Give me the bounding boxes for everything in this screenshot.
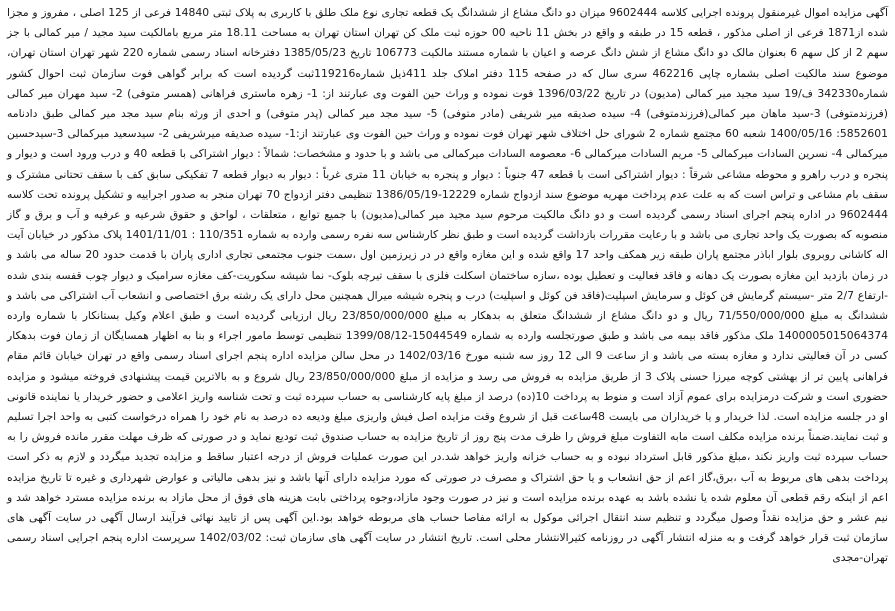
auction-notice-text: آگهی مزایده اموال غیرمنقول پرونده اجرایی کلاسه 9602444 میزان دو دانگ مشاع از ششدانگ یک قطعه تجاری نوع ملک طلق با کاربری به پلاک ثبتی 14840 فرعی از 125 اصلی ، مفروز و مجزا شده از1871 فرعی از اصلی مذکور ، قطعه 15 در طبقه و واقع در بخش 11 ناحیه 00 حوزه ثبت ملک کن تهران استان تهران به مساحت 18.11 متر مربع بامالکیت سید مجید / میر کمالی با جز سهم 2 از کل سهم 6 بعنوان مالک دو دانگ مشاع از شش دانگ عرصه و اعیان با شماره مستند مالکیت 106773 تاریخ 1385/05/23 دفترخانه اسناد رسمی شماره 220 شهر تهران استان تهران، موضوع سند مالکیت اصلی بشماره چاپی 462216 سری سال که در صفحه 115 دفتر املاک جلد 411ذیل شماره119216ثبت گردیده است که برابر گواهی فوت سازمان ثبت احوال کشور شماره342330 ف/19 سید مجید میر کمالی (مدیون) در تاریخ 1396/03/22 فوت نموده و وراث حین الفوت وی عبارتند از: 1- زهره ماستری فراهانی (همسر متوفی) 2- سید مهران میر کمالی (فرزندمتوفی) 3-سید ماهان میر کمالی(فرزندمتوفی) 4- سیده صدیقه میر شریفی (مادر متوفی) 5- سید مجد میر کمالی (پدر متوفی) و احدی از ورثه بنام سید مجد میر کمالی طبق دادنامه 5852601: 1400/05/16 شعبه 60 مجتمع شماره 2 شورای حل اختلاف شهر تهران فوت نموده و وراث حین الفوت وی عبارتند از:1- سیده صدیقه میرشریفی 2- سیدسعید میرکمالی 3-سیدحسین میرکمالی 4- نسرین السادات میرکمالی 5- مریم السادات میرکمالی 6- معصومه السادات میرکمالی می باشد و با حدود و مشخصات: شمالاً : دیوار اشتراکی با قطعه 40 و درب ورود است و دیوار و پنجره و درب راهرو و محوطه مشاعی شرقاً : دیوار اشتراکی است با قطعه 47 جنوباً : دیوار و پنجره به خیابان 11 متری غرباً : دیوار به دیوار قطعه 7 تفکیکی سابق کف با سقف تحتانی مشترک و سقف بام مشاعی و تراس است که به علت عدم پرداخت مهریه موضوع سند ازدواج شماره 12229-1386/05/19 تنظیمی دفتر ازدواج 70 تهران منجر به صدور اجراییه و تشکیل پرونده تحت کلاسه 9602444 در اداره پنجم اجرای اسناد رسمی گردیده است و دو دانگ مالکیت مرحوم سید مجید میر کمالی(مدیون) با جمیع توابع ، متعلقات ، لواحق و حقوق شرعیه و عرفیه و آب و برق و گاز منصوبه که بصورت یک واحد تجاری می باشد و با رعایت مقررات بازداشت گردیده است و طبق نظر کارشناس سه نفره رسمی وارده به شماره 110/351 : 1401/11/01 پلاک مذکور در خیابان آیت اله کاشانی روبروی بلوار اباذر مجتمع پاران طبقه زیر همکف واحد 17 واقع شده و این مغازه واقع در در زیرزمین اول ،سمت جنوب مجتمعی تجاری اداری پاران با قدمت حدود 20 ساله می باشد و در زمان بازدید این مغازه بصورت یک دهانه و فاقد فعالیت و تعطیل بوده ،سازه ساختمان اسکلت فلزی با سقف تیرچه بلوک- نما شیشه سکوریت-کف مغازه سرامیک و دیوار چوب قفسه بندی شده -ارتفاع 2/7 متر -سیستم گرمایش فن کوئل و سرمایش اسپلیت(فاقد فن کوئل و اسپلیت) درب و پنجره شیشه میرال همچنین محل دارای یک رشته برق اختصاصی و انشعاب آب اشتراکی می باشد و ششدانگ به مبلغ 71/550/000/000 ریال و دو دانگ مشاع از ششدانگ متعلق به بدهکار به مبلغ 23/850/000/000 ریال ارزیابی گردیده است و طبق اعلام وکیل بستانکار با شماره وارده 1400005015064374 ملک مذکور فاقد بیمه می باشد و طبق صورتجلسه وارده به شماره 15044549-1399/08/12 تنظیمی توسط مامور اجراء و بنا به اظهار همسایگان از زمان فوت بدهکار کسی در آن فعالیتی ندارد و مغازه بسته می باشد و از ساعت 9 الی 12 روز سه شنبه مورخ 1402/03/16 در محل سالن مزایده اداره پنجم اجرای اسناد رسمی واقع در تهران خیابان قائم مقام فراهانی پایین تر از بهشتی کوچه میرزا حسنی پلاک 3 از طریق مزایده به فروش می رسد و مزایده از مبلغ 23/850/000/000 ریال شروع و به بالاترین قیمت پیشنهادی فروخته میشود و مزایده حضوری است و شرکت درمزایده برای عموم آزاد است و منوط به پرداخت 10(ده) درصد از مبلغ پایه کارشناسی به حساب سپرده ثبت و تحت شناسه واریز اعلامی و حضور خریدار یا نماینده قانونی او در جلسه مزایده است. لذا خریدار و یا خریداران می بایست 48ساعت قبل از شروع وقت مزایده اصل فیش واریزی مبلغ ودیعه ده درصد به نام خود را همراه درخواست کتبی به واحد اجرا تسلیم و ثبت نمایند.ضمناً برنده مزایده مکلف است مابه التفاوت مبلغ فروش را ظرف مدت پنج روز از تاریخ مزایده به حساب صندوق ثبت تودیع نماید و در صورتی که ظرف مهلت مقرر مانده فروش را به حساب سپرده ثبت واریز نکند ،مبلغ مذکور قابل استرداد نبوده و به حساب خزانه واریز خواهد شد.در این صورت عملیات فروش از درجه اعتبار ساقط و مزایده تجدید میگردد و لازم به ذکر است پرداخت بدهی های مربوط به آب ،برق،گاز اعم از حق انشعاب و یا حق اشتراک و مصرف در صورتی که مورد مزایده دارای آنها باشد و نیز بدهی مالیاتی و عوارض شهرداری و غیره تا تاریخ مزایده اعم از اینکه رقم قطعی آن معلوم شده یا نشده باشد به عهده برنده مزایده است و نیز در صورت وجود مازاد،وجوه پرداختی بابت هزینه های فوق از محل مازاد به برنده مزایده مسترد خواهد شد و نیم عشر و حق مزایده نقداً وصول میگردد و تنظیم سند انتقال اجرائی موکول به ارائه مفاصا حساب های مربوطه خواهد بود.این آگهی پس از تایید نهائی فرآیند ارسال آگهی در سایت آگهی های سازمان ثبت قرار خواهد گرفت و به منزله انتشار آگهی در روزنامه کثیرالانتشار محلی است. تاریخ انتشار در سایت آگهی های سازمان ثبت: 1402/03/02 سرپرست اداره پنجم اجرایی اسناد رسمی تهران-مجدی — [7, 6, 889, 565]
